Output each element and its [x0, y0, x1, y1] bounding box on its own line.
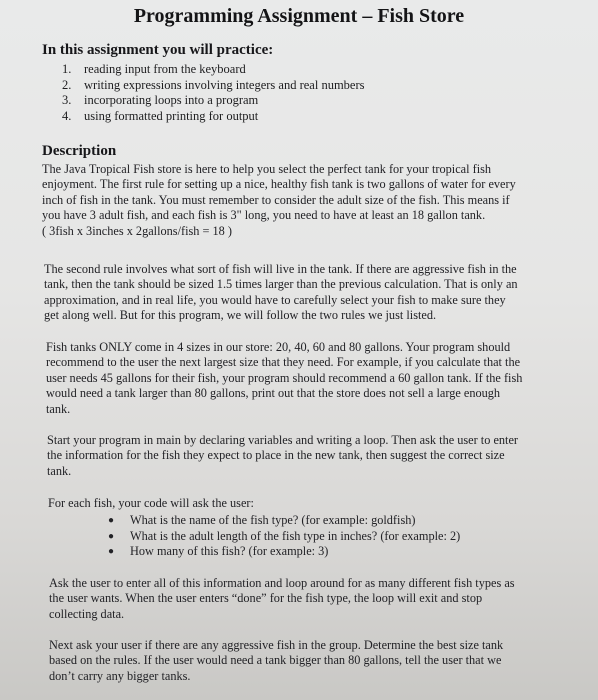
paragraph-ask-user [48, 496, 254, 511]
text-line: Start your program in main by declaring variables and writing a loop. Then ask the user to enter [47, 433, 519, 447]
list-text: writing expressions involving integers and real numbers [84, 77, 365, 92]
text-line: approximation, and in real life, you would have to carefully select your fish to make sure they [44, 292, 506, 307]
paragraph-aggressive-rule [44, 262, 518, 324]
text-line: user needs 45 gallons for their fish, your program should recommend a 60 gallon tank. If the fish [46, 370, 523, 385]
bullet-icon: ● [108, 530, 115, 542]
list-text: What is the name of the fish type? (for example: goldfish) [130, 513, 416, 527]
text-line: ( 3fish x 3inches x 2gallons/fish = 18 ) [42, 223, 233, 238]
list-number: 3. [62, 93, 72, 108]
text-line: the information for the fish they expect to place in the new tank, then suggest the correct size [47, 448, 505, 463]
text-line: would need a tank larger than 80 gallons, print out that the store does not sell a large enough [46, 386, 501, 401]
list-item [62, 62, 365, 78]
text-line: Fish tanks ONLY come in 4 sizes in our store: 20, 40, 60 and 80 gallons. Your program should [46, 340, 511, 354]
text-line: tank. [46, 401, 71, 416]
paragraph-start-program [47, 433, 518, 479]
paragraph-aggressive-question [49, 638, 503, 684]
text-line: Ask the user to enter all of this information and loop around for as many different fish types as [49, 576, 515, 590]
list-item [62, 93, 365, 109]
list-item [108, 529, 460, 545]
list-number: 2. [62, 77, 72, 92]
list-item [108, 544, 460, 560]
text-line: don’t carry any bigger tanks. [49, 668, 191, 683]
list-text: reading input from the keyboard [84, 62, 246, 76]
text-line: based on the rules. If the user would need a tank bigger than 80 gallons, tell the user that we [49, 653, 502, 668]
text-line: The second rule involves what sort of fish will live in the tank. If there are aggressive fish in the [44, 262, 517, 276]
list-text: What is the adult length of the fish type in inches? (for example: 2) [130, 528, 461, 543]
text-line: Next ask your user if there are any aggressive fish in the group. Determine the best size tank [49, 638, 504, 652]
list-number: 1. [62, 62, 72, 76]
paragraph-tank-sizes [46, 340, 522, 417]
text-line: tank, then the tank should be sized 1.5 times larger than the previous calculation. That is only an [44, 277, 518, 292]
bullet-icon: ● [108, 546, 115, 558]
list-text: using formatted printing for output [84, 108, 259, 123]
text-line: collecting data. [49, 606, 125, 621]
bullet-icon: ● [108, 515, 115, 526]
text-line: the user wants. When the user enters “done” for the fish type, the loop will exit and stop [49, 591, 483, 606]
paragraph-tank-rule [42, 162, 516, 239]
paragraph-loop-input [49, 576, 515, 622]
practice-list [62, 62, 365, 124]
list-item [62, 109, 365, 125]
list-number: 4. [62, 108, 72, 123]
text-line: recommend to the user the next largest size that they need. For example, if you calculate that the [46, 355, 521, 370]
text-line: tank. [47, 463, 72, 478]
description-heading: Description [42, 143, 117, 159]
question-bullet-list [108, 513, 460, 560]
list-item [62, 78, 365, 94]
page-title: Programming Assignment – Fish Store [133, 5, 465, 27]
list-item [108, 513, 460, 529]
text-line: inch of fish in the tank. You must remember to consider the adult size of the fish. This means if [42, 192, 510, 207]
text-line: enjoyment. The first rule for setting up a nice, healthy fish tank is two gallons of water for every [42, 177, 516, 192]
text-line: The Java Tropical Fish store is here to help you select the perfect tank for your tropical fish [42, 162, 492, 176]
practice-heading: In this assignment you will practice: [42, 42, 274, 58]
list-text: incorporating loops into a program [84, 93, 259, 108]
list-text: How many of this fish? (for example: 3) [130, 544, 329, 559]
text-line: For each fish, your code will ask the user: [48, 496, 254, 510]
text-line: you have 3 adult fish, and each fish is 3" long, you need to have at least an 18 gallon tank. [42, 208, 486, 223]
text-line: get along well. But for this program, we will follow the two rules we just listed. [44, 308, 437, 323]
